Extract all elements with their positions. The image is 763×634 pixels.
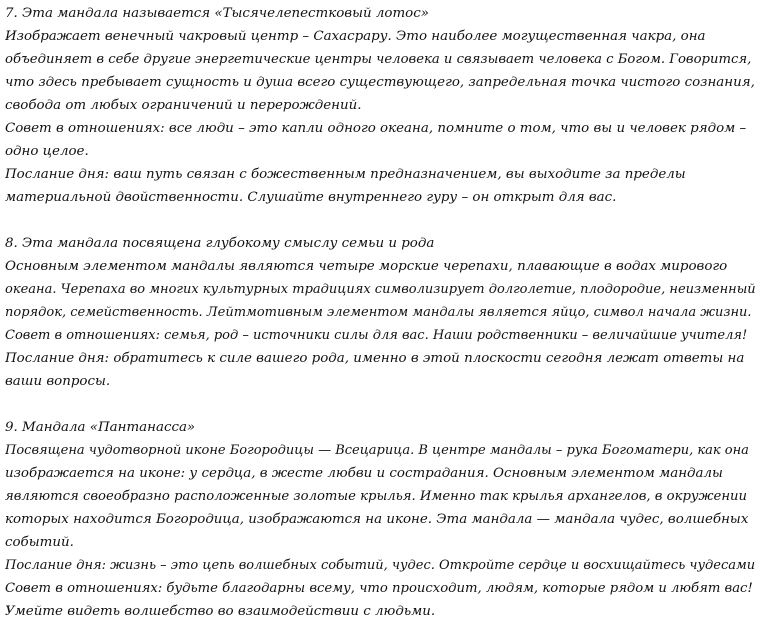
text-line: которых находится Богородица, изображаются на иконе. Эта мандала — мандала чудес, волшебных: [5, 512, 749, 527]
text-line: ваши вопросы.: [5, 374, 111, 389]
text-line: Совет в отношениях: все люди – это капли одного океана, помните о том, что вы и человек рядом –: [5, 121, 747, 136]
text-line: одно целое.: [5, 144, 89, 159]
section-heading: 9. Мандала «Пантанасса»: [5, 420, 196, 435]
text-line: порядок, семейственность. Лейтмотивным элементом мандалы является яйцо, символ начала жизни.: [5, 305, 752, 320]
section-mandala-7: [5, 2, 757, 209]
text-line: Послание дня: обратитесь к силе вашего рода, именно в этой плоскости сегодня лежат ответы на: [5, 351, 745, 366]
text-line: Послание дня: ваш путь связан с божественным предназначением, вы выходите за пределы: [5, 167, 686, 182]
text-line: что здесь пребывает сущность и душа всего существующего, запредельная точка чистого сознания,: [5, 75, 755, 90]
text-line: свобода от любых ограничений и перерождений.: [5, 98, 362, 113]
text-line: Умейте видеть волшебство во взаимодействии с людьми.: [5, 604, 436, 619]
text-line: Изображает венечный чакровый центр – Сахасрару. Это наиболее могущественная чакра, она: [5, 29, 706, 44]
text-line: Послание дня: жизнь – это цепь волшебных событий, чудес. Откройте сердце и восхищайтесь чудесами: [5, 558, 756, 573]
text-line: являются своеобразно расположенные золотые крылья. Именно так крылья архангелов, в окружении: [5, 489, 748, 504]
text-line: материальной двойственности. Слушайте внутреннего гуру – он открыт для вас.: [5, 190, 617, 205]
text-line: событий.: [5, 535, 74, 550]
text-line: Совет в отношениях: семья, род – источники силы для вас. Наши родственники – величайшие учителя!: [5, 328, 748, 343]
text-line: Основным элементом мандалы являются четыре морские черепахи, плавающие в водах мирового: [5, 259, 728, 274]
text-line: Совет в отношениях: будьте благодарны всему, что происходит, людям, которые рядом и любят вас!: [5, 581, 753, 596]
section-heading: 8. Эта мандала посвящена глубокому смыслу семьи и рода: [5, 236, 435, 251]
text-line: объединяет в себе другие энергетические центры человека и связывает человека с Богом. Говорится,: [5, 52, 752, 67]
section-mandala-8: [5, 232, 757, 393]
text-line: Посвящена чудотворной иконе Богородицы — Всецарица. В центре мандалы – рука Богоматери, как она: [5, 443, 749, 458]
section-heading: 7. Эта мандала называется «Тысячелепестковый лотос»: [5, 6, 429, 21]
text-line: океана. Черепаха во многих культурных традициях символизирует долголетие, плодородие, неизменный: [5, 282, 756, 297]
text-line: изображается на иконе: у сердца, в жесте любви и сострадания. Основным элементом мандалы: [5, 466, 723, 481]
section-mandala-9: [5, 416, 757, 623]
